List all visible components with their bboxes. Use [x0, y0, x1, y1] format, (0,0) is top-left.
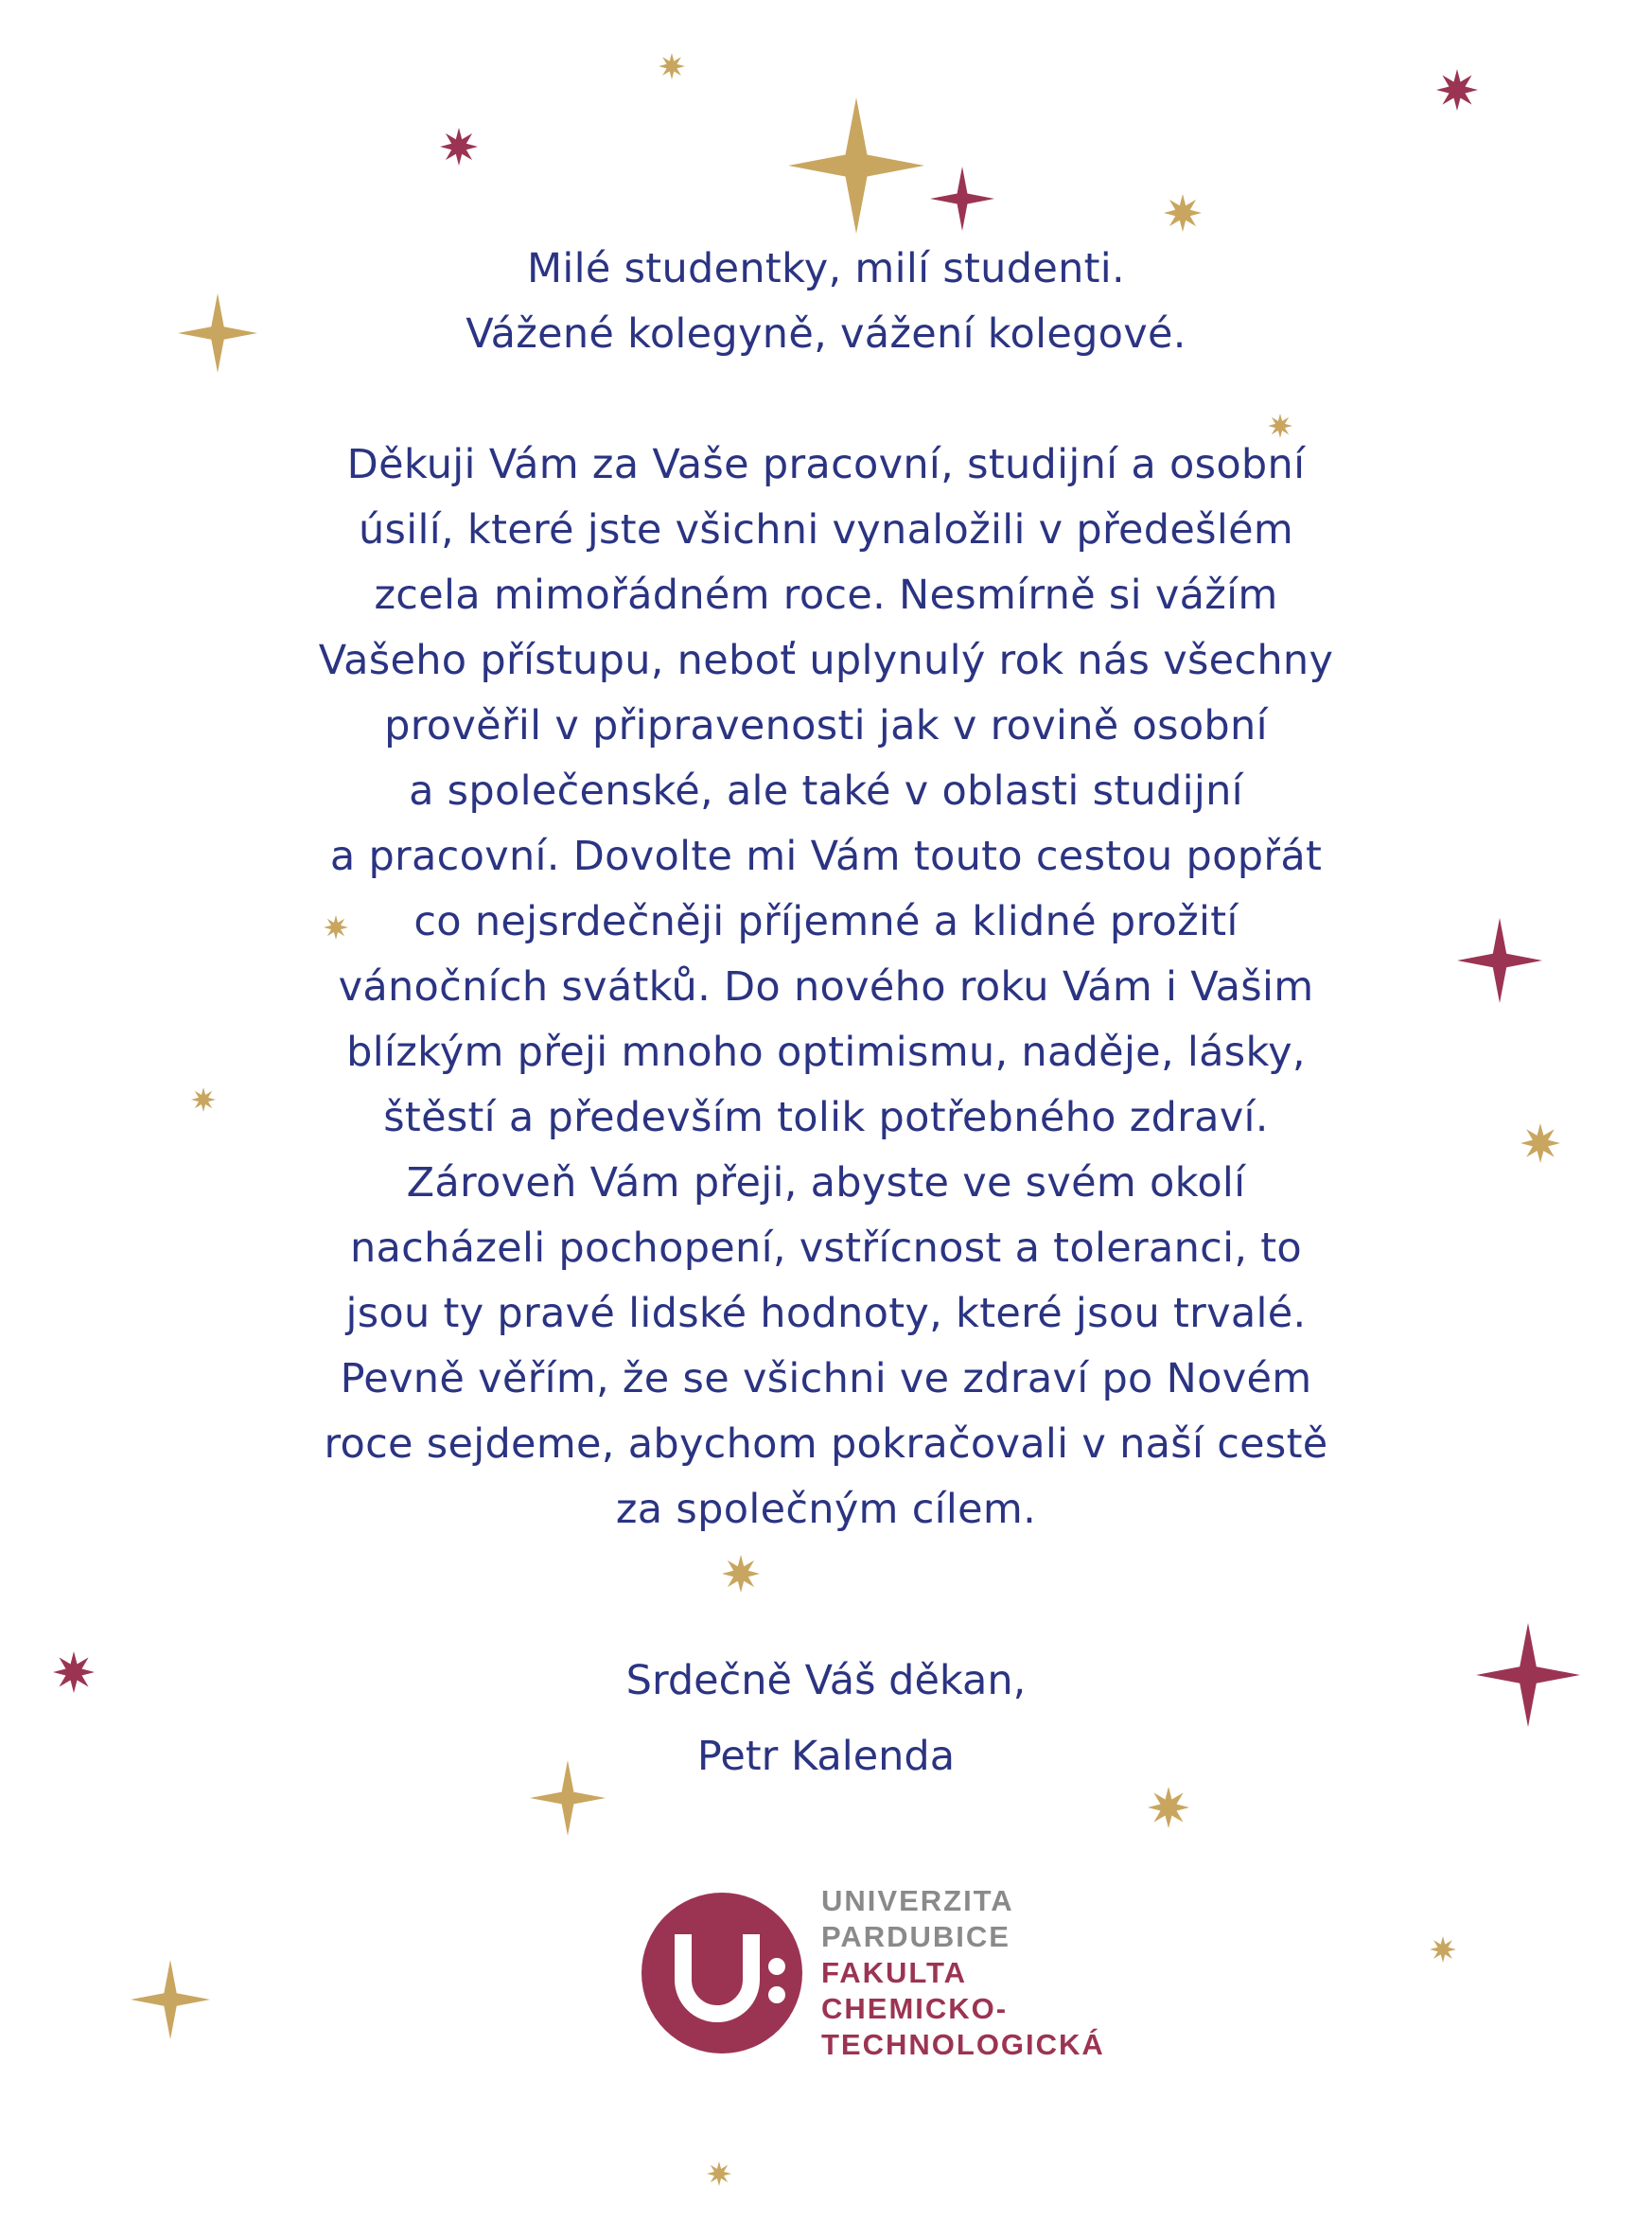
university-name-line: PARDUBICE	[821, 1920, 1011, 1953]
message-line: a pracovní. Dovolte mi Vám touto cestou popřát	[329, 833, 1323, 880]
letter-body	[0, 237, 1652, 1542]
logo-wordmark	[821, 1883, 1105, 2063]
star-icon	[131, 1960, 210, 2039]
star-icon	[1430, 1936, 1456, 1963]
message-line: co nejsrdečněji příjemné a klidné prožití	[413, 898, 1239, 945]
faculty-name-line: TECHNOLOGICKÁ	[821, 2028, 1105, 2061]
university-name-line: UNIVERZITA	[821, 1884, 1014, 1917]
message-line: a společenské, ale také v oblasti studijní	[409, 767, 1243, 815]
star-icon	[788, 97, 924, 234]
university-u-colon-logo-icon	[641, 1893, 802, 2054]
star-icon	[659, 53, 685, 79]
message-line: Pevně věřím, že se všichni ve zdraví po Novém	[340, 1355, 1312, 1402]
star-icon	[1436, 69, 1478, 111]
signature	[0, 1643, 1652, 1794]
message-line: prověřil v připravenosti jak v rovině osobní	[384, 702, 1268, 749]
signer-name: Petr Kalenda	[696, 1733, 956, 1780]
message-line: Děkuji Vám za Vaše pracovní, studijní a osobní	[346, 441, 1306, 488]
message-line: blízkým přeji mnoho optimismu, naděje, lásky,	[346, 1029, 1306, 1076]
faculty-name-line: FAKULTA	[821, 1956, 968, 1989]
message-line: za společným cílem.	[615, 1486, 1037, 1533]
message-line: Zároveň Vám přeji, abyste ve svém okolí	[406, 1159, 1246, 1207]
greeting-line: Vážené kolegyně, vážení kolegové.	[466, 310, 1186, 358]
message-paragraph	[0, 432, 1652, 1542]
message-line: nacházeli pochopení, vstřícnost a toleranci, to	[349, 1225, 1303, 1272]
star-icon	[722, 1555, 760, 1593]
star-icon	[440, 128, 478, 166]
message-line: zcela mimořádném roce. Nesmírně si vážím	[374, 572, 1278, 619]
message-line: jsou ty pravé lidské hodnoty, které jsou trvalé.	[345, 1290, 1307, 1337]
star-icon	[707, 2161, 731, 2186]
faculty-name-line: CHEMICKO-	[821, 1992, 1009, 2025]
message-line: úsilí, které jste všichni vynaložili v předešlém	[358, 506, 1294, 554]
greeting-line: Milé studentky, milí studenti.	[526, 245, 1126, 292]
message-line: Vašeho přístupu, neboť uplynulý rok nás všechny	[318, 637, 1334, 684]
star-icon	[1164, 194, 1202, 232]
message-line: vánočních svátků. Do nového roku Vám i Vašim	[338, 963, 1314, 1011]
star-icon	[930, 167, 994, 231]
greeting	[0, 237, 1652, 367]
message-line: roce sejdeme, abychom pokračovali v naší cestě	[324, 1420, 1328, 1468]
signoff-line: Srdečně Váš děkan,	[625, 1657, 1027, 1704]
message-line: štěstí a především tolik potřebného zdraví.	[383, 1094, 1269, 1141]
university-logo	[641, 1883, 1171, 2072]
